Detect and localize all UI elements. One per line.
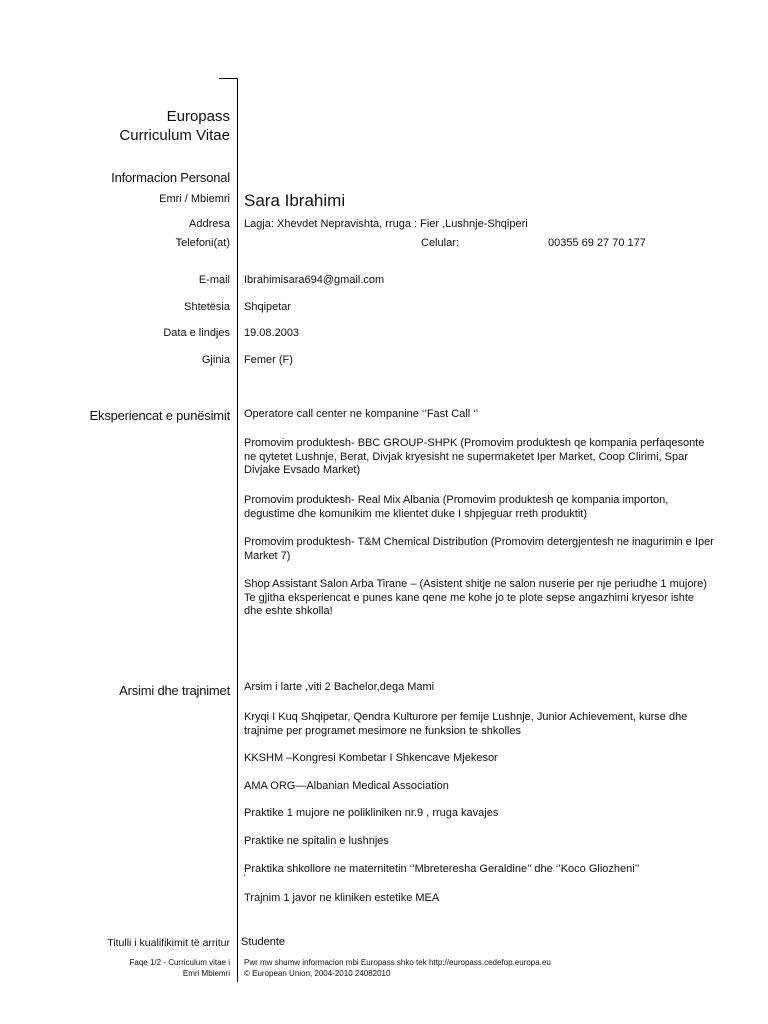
education-item: Trajnim 1 javor ne kliniken estetike MEA: [244, 892, 440, 904]
education-item: ': [244, 873, 246, 882]
email-value: Ibrahimisara694@gmail.com: [244, 274, 385, 286]
education-item: AMA ORG—Albanian Medical Association: [244, 780, 449, 792]
nationality-value: Shqipetar: [244, 301, 292, 313]
europass-title: Europass: [166, 108, 230, 125]
phone-label: Telefoni(at): [175, 237, 230, 249]
column-divider: [237, 78, 238, 958]
footer-divider: [237, 958, 238, 982]
mobile-label: Celular:: [421, 237, 459, 249]
footer-copyright: © European Union, 2004-2010 24082010: [244, 969, 391, 978]
experience-item: Promovim produktesh- BBC GROUP-SHPK (Promovim produktesh qe kompania perfaqesonte ne qytetet Lushnje, Berat, Divjak kryesisht ne supermaketet Iper Market, Coop Clirimi, Spar Divjake Evsado Market): [244, 437, 705, 476]
personal-section-title: Informacion Personal: [111, 170, 230, 185]
address-label: Addresa: [189, 218, 230, 230]
gender-value: Femer (F): [244, 354, 293, 366]
cv-title: Curriculum Vitae: [119, 127, 230, 144]
footer-page-info: Faqe 1/2 - Curriculum vitae i: [129, 958, 230, 967]
qualification-label: Titulli i kualifikimit të arritur: [107, 937, 230, 949]
dob-label: Data e lindjes: [163, 327, 230, 339]
experience-item: Promovim produktesh- Real Mix Albania (Promovim produktesh qe kompania importon, degustime dhe komunikim me klientet duke I shpjeguar rreth produktit): [244, 494, 669, 520]
email-label: E-mail: [198, 274, 230, 286]
footer-info-link: Pwr mw shumw informacion mbi Europass shko tek http://europass.cedefop.europa.eu: [244, 958, 551, 967]
education-item: Kryqi I Kuq Shqipetar, Qendra Kulturore per femije Lushnje, Junior Achievement, kurse dhe trajnime per programet mesimore ne funksion te shkolles: [244, 711, 688, 737]
gender-label: Gjinia: [201, 354, 230, 366]
experience-item: Operatore call center ne kompanine ‘’Fast Call ‘’: [244, 408, 479, 420]
header-rule: [219, 78, 238, 79]
person-name: Sara Ibrahimi: [244, 191, 346, 210]
experience-section-title: Eksperiencat e punësimit: [89, 408, 230, 423]
nationality-label: Shtetësia: [184, 301, 230, 313]
dob-value: 19.08.2003: [244, 327, 300, 339]
address-value: Lagja: Xhevdet Nepravishta, rruga : Fier ,Lushnje-Shqiperi: [244, 218, 528, 230]
experience-item: Shop Assistant Salon Arba Tirane – (Asistent shitje ne salon nuserie per nje periudhe 1 mujore) Te gjitha eksperiencat e punes kane qene me kohe jo te plote sepse angazhimi kryesor ishte dhe eshte shkolla!: [244, 578, 707, 617]
education-item: Arsim i larte ,viti 2 Bachelor,dega Mami: [244, 681, 435, 693]
education-item: Praktika shkollore ne maternitetin ‘’Mbreteresha Geraldine’’ dhe ‘’Koco Gliozheni’’: [244, 863, 640, 875]
education-item: Praktike 1 mujore ne polikliniken nr.9 , rruga kavajes: [244, 807, 499, 819]
education-item: KKSHM –Kongresi Kombetar I Shkencave Mjekesor: [244, 752, 498, 764]
qualification-value: Studente: [241, 936, 286, 948]
experience-item: Promovim produktesh- T&M Chemical Distribution (Promovim detergjentesh ne inagurimin e Iper Market 7): [244, 536, 714, 562]
education-item: Praktike ne spitalin e lushnjes: [244, 835, 389, 847]
mobile-value: 00355 69 27 70 177: [548, 237, 646, 249]
education-section-title: Arsimi dhe trajnimet: [119, 683, 230, 698]
name-label: Emri / Mbiemri: [159, 193, 230, 205]
footer-name: Emri Mbiemri: [182, 969, 230, 978]
